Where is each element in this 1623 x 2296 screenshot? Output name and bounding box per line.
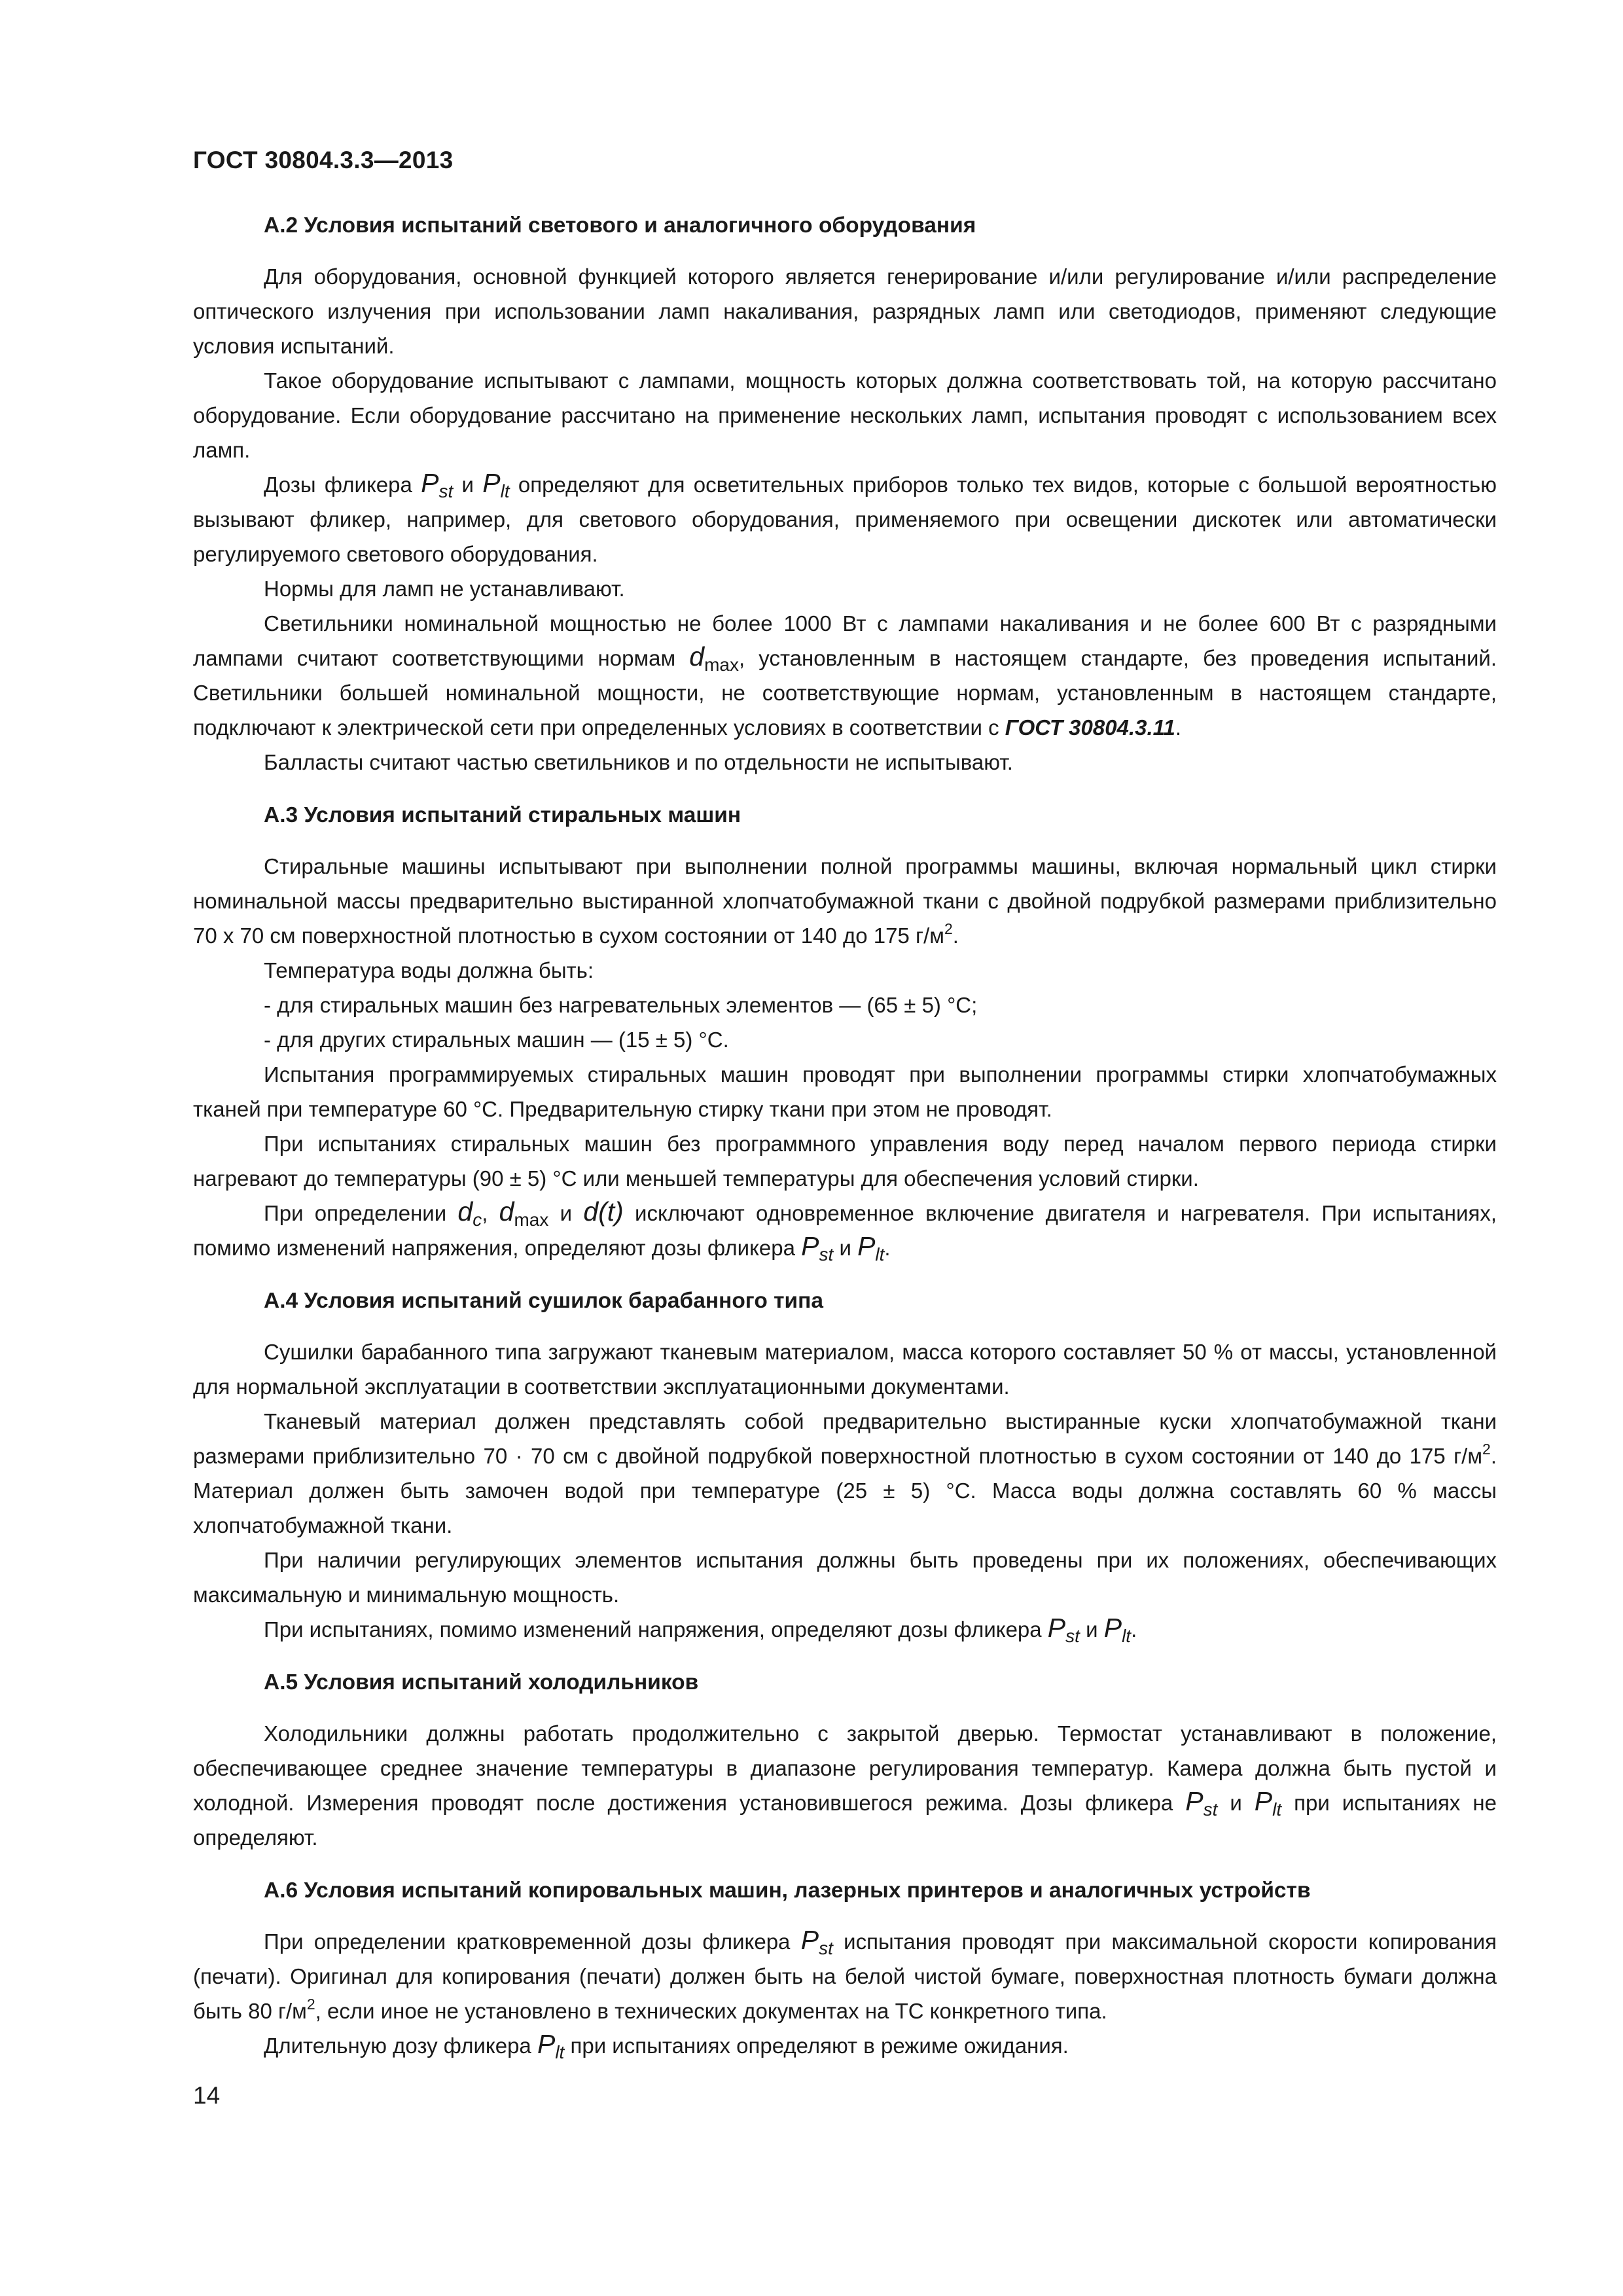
paragraph: Температура воды должна быть: (264, 958, 594, 982)
paragraph: Такое оборудование испытывают с лампами, мощность которых должна соответствовать той, на которую рассчитано оборудование. Если оборудование рассчитано на применение нескольких ламп, испытания проводят с использованием всех ламп. (193, 368, 1497, 462)
paragraph: Испытания программируемых стиральных машин проводят при выполнении программы стирки хлопчатобумажных тканей при температуре 60 °С. Предварительную стирку ткани при этом не проводят. (193, 1062, 1497, 1121)
list-item: - для стиральных машин без нагревательных элементов — (65 ± 5) °С; (264, 993, 978, 1017)
symbol-plt: $P_{lt}$ (482, 468, 510, 501)
section-title-a5: А.5 Условия испытаний холодильников (264, 1670, 699, 1695)
symbol-pst: $P_{st}$ (801, 1231, 834, 1265)
symbol-pst: $P_{st}$ (1185, 1786, 1218, 1820)
paragraph: При испытаниях, помимо изменений напряжения, определяют дозы фликера $P_{st}$ и $P_{lt}$. (264, 1613, 1137, 1646)
list-item: - для других стиральных машин — (15 ± 5) °С. (264, 1028, 729, 1052)
symbol-dmax: $d_{max}$ (499, 1196, 549, 1230)
symbol-dt: d(t) (583, 1196, 624, 1227)
paragraph: Стиральные машины испытывают при выполнении полной программы машины, включая нормальный цикл стирки номинальной массы предварительно выстиранной хлопчатобумажной ткани с двойной подрубкой размерами приблизительно 70 х 70 см поверхностной плотностью в сухом состоянии от 140 до 175 $г/м^2$. (193, 854, 1497, 948)
document-code-header: ГОСТ 30804.3.3—2013 (193, 147, 454, 173)
document-body (193, 208, 1497, 2063)
section-title-a3: А.3 Условия испытаний стиральных машин (264, 803, 741, 827)
page-number: 14 (193, 2082, 221, 2109)
paragraph: Светильники номинальной мощностью не более 1000 Вт с лампами накаливания и не более 600 Вт с разрядными лампами считают соответствующими нормам $d_{max}$, установленным в настоящем стандарте, без проведения испытаний. Светильники большей номинальной мощности, не соответствующие нормам, установленным в настоящем стандарте, подключают к электрической сети при определенных условиях в соответствии с ГОСТ 30804.3.11. (193, 611, 1497, 740)
paragraph: При испытаниях стиральных машин без программного управления воду перед началом первого периода стирки нагревают до температуры (90 ± 5) °С или меньшей температуры для обеспечения условий стирки. (193, 1132, 1497, 1191)
symbol-dmax: $d_{max}$ (689, 641, 740, 675)
symbol-plt: $P_{lt}$ (1103, 1613, 1132, 1646)
paragraph: Дозы фликера $P_{st}$ и $P_{lt}$ определяют для осветительных приборов только тех видов, которые с большой вероятностью вызывают фликер, например, для светового оборудования, применяемого при освещении дискотек или автоматически регулируемого светового оборудования. (193, 468, 1497, 566)
section-title-a2: А.2 Условия испытаний светового и аналогичного оборудования (264, 213, 976, 238)
paragraph: Нормы для ламп не устанавливают. (264, 577, 625, 601)
paragraph: При определении $d_c$, $d_{max}$ и d(t) исключают одновременное включение двигателя и нагревателя. При испытаниях, помимо изменений напряжения, определяют дозы фликера $P_{st}$ и $P_{lt}$. (193, 1196, 1497, 1265)
symbol-plt: $P_{lt}$ (1254, 1786, 1282, 1820)
symbol-plt: $P_{lt}$ (857, 1231, 885, 1265)
paragraph: При наличии регулирующих элементов испытания должны быть проведены при их положениях, обеспечивающих максимальную и минимальную мощность. (193, 1548, 1497, 1607)
symbol-pst: $P_{st}$ (421, 468, 454, 501)
section-title-a6: А.6 Условия испытаний копировальных машин, лазерных принтеров и аналогичных устройств (264, 1878, 1311, 1903)
symbol-plt: $P_{lt}$ (537, 2029, 565, 2062)
section-title-a4: А.4 Условия испытаний сушилок барабанного типа (264, 1289, 823, 1313)
paragraph: Тканевый материал должен представлять собой предварительно выстиранные куски хлопчатобумажной ткани размерами приблизительно 70 · 70 см с двойной подрубкой поверхностной плотностью в сухом состоянии от 140 до 175 $г/м^2$. Материал должен быть замочен водой при температуре (25 ± 5) °С. Масса воды должна составлять 60 % массы хлопчатобумажной ткани. (193, 1409, 1497, 1537)
standard-reference: ГОСТ 30804.3.11 (1005, 715, 1175, 740)
paragraph: При определении кратковременной дозы фликера $P_{st}$ испытания проводят при максимальной скорости копирования (печати). Оригинал для копирования (печати) должен быть на белой чистой бумаге, поверхностная плотность бумаги должна быть 80 $г/м^2$, если иное не установлено в технических документах на ТС конкретного типа. (193, 1925, 1497, 2023)
paragraph: Для оборудования, основной функцией которого является генерирование и/или регулирование и/или распределение оптического излучения при использовании ламп накаливания, разрядных ламп или светодиодов, применяют следующие условия испытаний. (193, 264, 1497, 358)
symbol-pst: $P_{st}$ (1047, 1613, 1080, 1646)
paragraph: Сушилки барабанного типа загружают тканевым материалом, масса которого составляет 50 % от массы, установленной для нормальной эксплуатации в соответствии эксплуатационными документами. (193, 1340, 1497, 1399)
symbol-pst: $P_{st}$ (800, 1925, 833, 1958)
paragraph: Холодильники должны работать продолжительно с закрытой дверью. Термостат устанавливают в положение, обеспечивающее среднее значение температуры в диапазоне регулирования температур. Камера должна быть пустой и холодной. Измерения проводят после достижения установившегося режима. Дозы фликера $P_{st}$ и $P_{lt}$ при испытаниях не определяют. (193, 1721, 1497, 1850)
paragraph: Балласты считают частью светильников и по отдельности не испытывают. (264, 750, 1013, 774)
symbol-dc: $d_c$ (457, 1196, 482, 1230)
paragraph: Длительную дозу фликера $P_{lt}$ при испытаниях определяют в режиме ожидания. (264, 2029, 1069, 2062)
